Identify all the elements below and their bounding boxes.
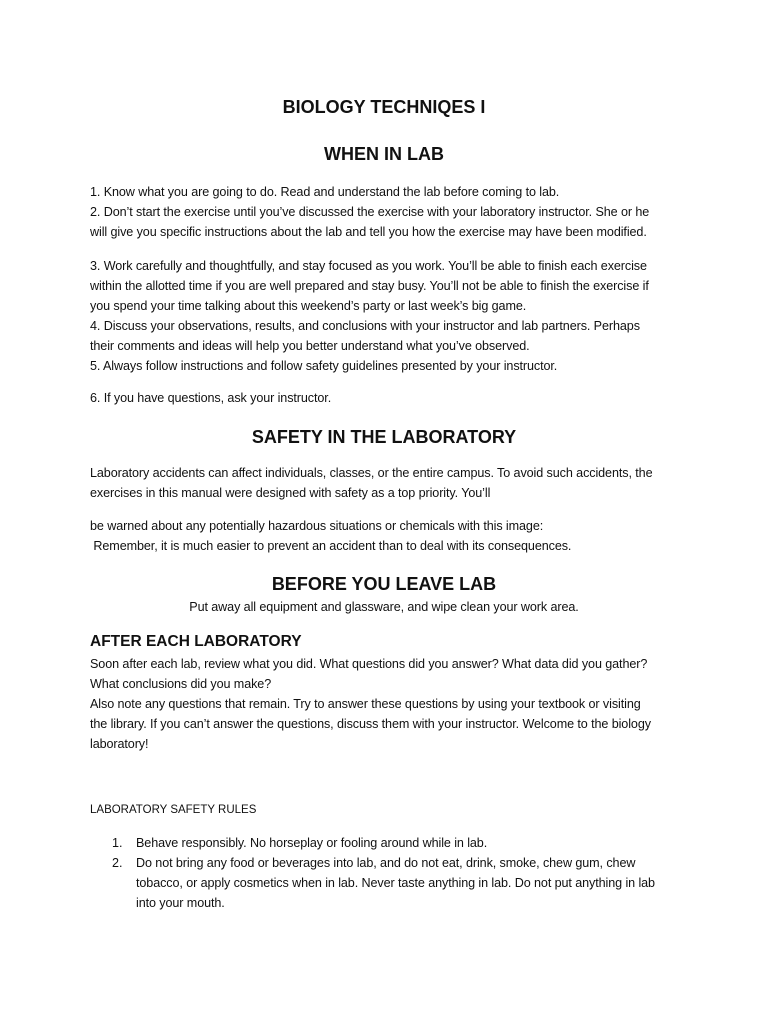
text-line: the library. If you can’t answer the questions, discuss them with your instructor. Welcome to the biology: [90, 717, 651, 731]
text-line: their comments and ideas will help you better understand what you’ve observed.: [90, 339, 530, 353]
section-heading-after-each-lab: AFTER EACH LABORATORY: [90, 633, 302, 650]
before-leave-text: [90, 597, 678, 617]
section-heading-safety: SAFETY IN THE LABORATORY: [251, 427, 517, 447]
text-line: 6. If you have questions, ask your instructor.: [90, 391, 332, 405]
text-line: What conclusions did you make?: [90, 677, 272, 691]
text-line: Remember, it is much easier to prevent an accident than to deal with its consequences.: [90, 539, 572, 553]
list-item-text: [136, 833, 681, 853]
text-line: 1. Know what you are going to do. Read and understand the lab before coming to lab.: [90, 185, 560, 199]
list-item-text: [136, 853, 681, 913]
when-in-lab-block-1: [90, 182, 686, 242]
text-line: laboratory!: [90, 737, 149, 751]
text-line: Behave responsibly. No horseplay or fooling around while in lab.: [136, 836, 488, 850]
text-line: be warned about any potentially hazardous situations or chemicals with this image:: [90, 519, 544, 533]
text-line: into your mouth.: [136, 896, 225, 910]
safety-paragraph-2: [90, 516, 686, 556]
text-line: within the allotted time if you are well prepared and stay busy. You’ll not be able to finish the exercise if: [90, 279, 649, 293]
section-heading-before-leave: BEFORE YOU LEAVE LAB: [271, 574, 497, 594]
text-line: Soon after each lab, review what you did. What questions did you answer? What data did you gather?: [90, 657, 648, 671]
text-line: you spend your time talking about this weekend’s party or last week’s big game.: [90, 299, 527, 313]
text-line: will give you specific instructions about the lab and tell you how the exercise may have been modified.: [90, 225, 647, 239]
text-line: 3. Work carefully and thoughtfully, and stay focused as you work. You’ll be able to finish each exercise: [90, 259, 647, 273]
text-line: exercises in this manual were designed with safety as a top priority. You’ll: [90, 486, 491, 500]
text-line: 4. Discuss your observations, results, and conclusions with your instructor and lab partners. Perhaps: [90, 319, 640, 333]
text-line: Also note any questions that remain. Try to answer these questions by using your textbook or visiting: [90, 697, 641, 711]
list-item-number: 2.: [112, 856, 123, 870]
text-line: Laboratory accidents can affect individuals, classes, or the entire campus. To avoid such accidents, the: [90, 466, 653, 480]
when-in-lab-block-3: [90, 388, 686, 408]
safety-paragraph-1: [90, 463, 686, 503]
document-title: BIOLOGY TECHNIQES I: [282, 97, 486, 117]
when-in-lab-block-2: [90, 256, 686, 376]
text-line: Do not bring any food or beverages into lab, and do not eat, drink, smoke, chew gum, chew: [136, 856, 636, 870]
after-each-lab-text: [90, 654, 686, 754]
list-item-number: 1.: [112, 836, 123, 850]
text-line: tobacco, or apply cosmetics when in lab. Never taste anything in lab. Do not put anything in lab: [136, 876, 655, 890]
text-line: Put away all equipment and glassware, and wipe clean your work area.: [189, 600, 579, 614]
safety-rules-label: LABORATORY SAFETY RULES: [90, 804, 257, 816]
section-heading-when-in-lab: WHEN IN LAB: [324, 144, 444, 164]
text-line: 5. Always follow instructions and follow safety guidelines presented by your instructor.: [90, 359, 558, 373]
text-line: 2. Don’t start the exercise until you’ve discussed the exercise with your laboratory instructor. She or he: [90, 205, 650, 219]
